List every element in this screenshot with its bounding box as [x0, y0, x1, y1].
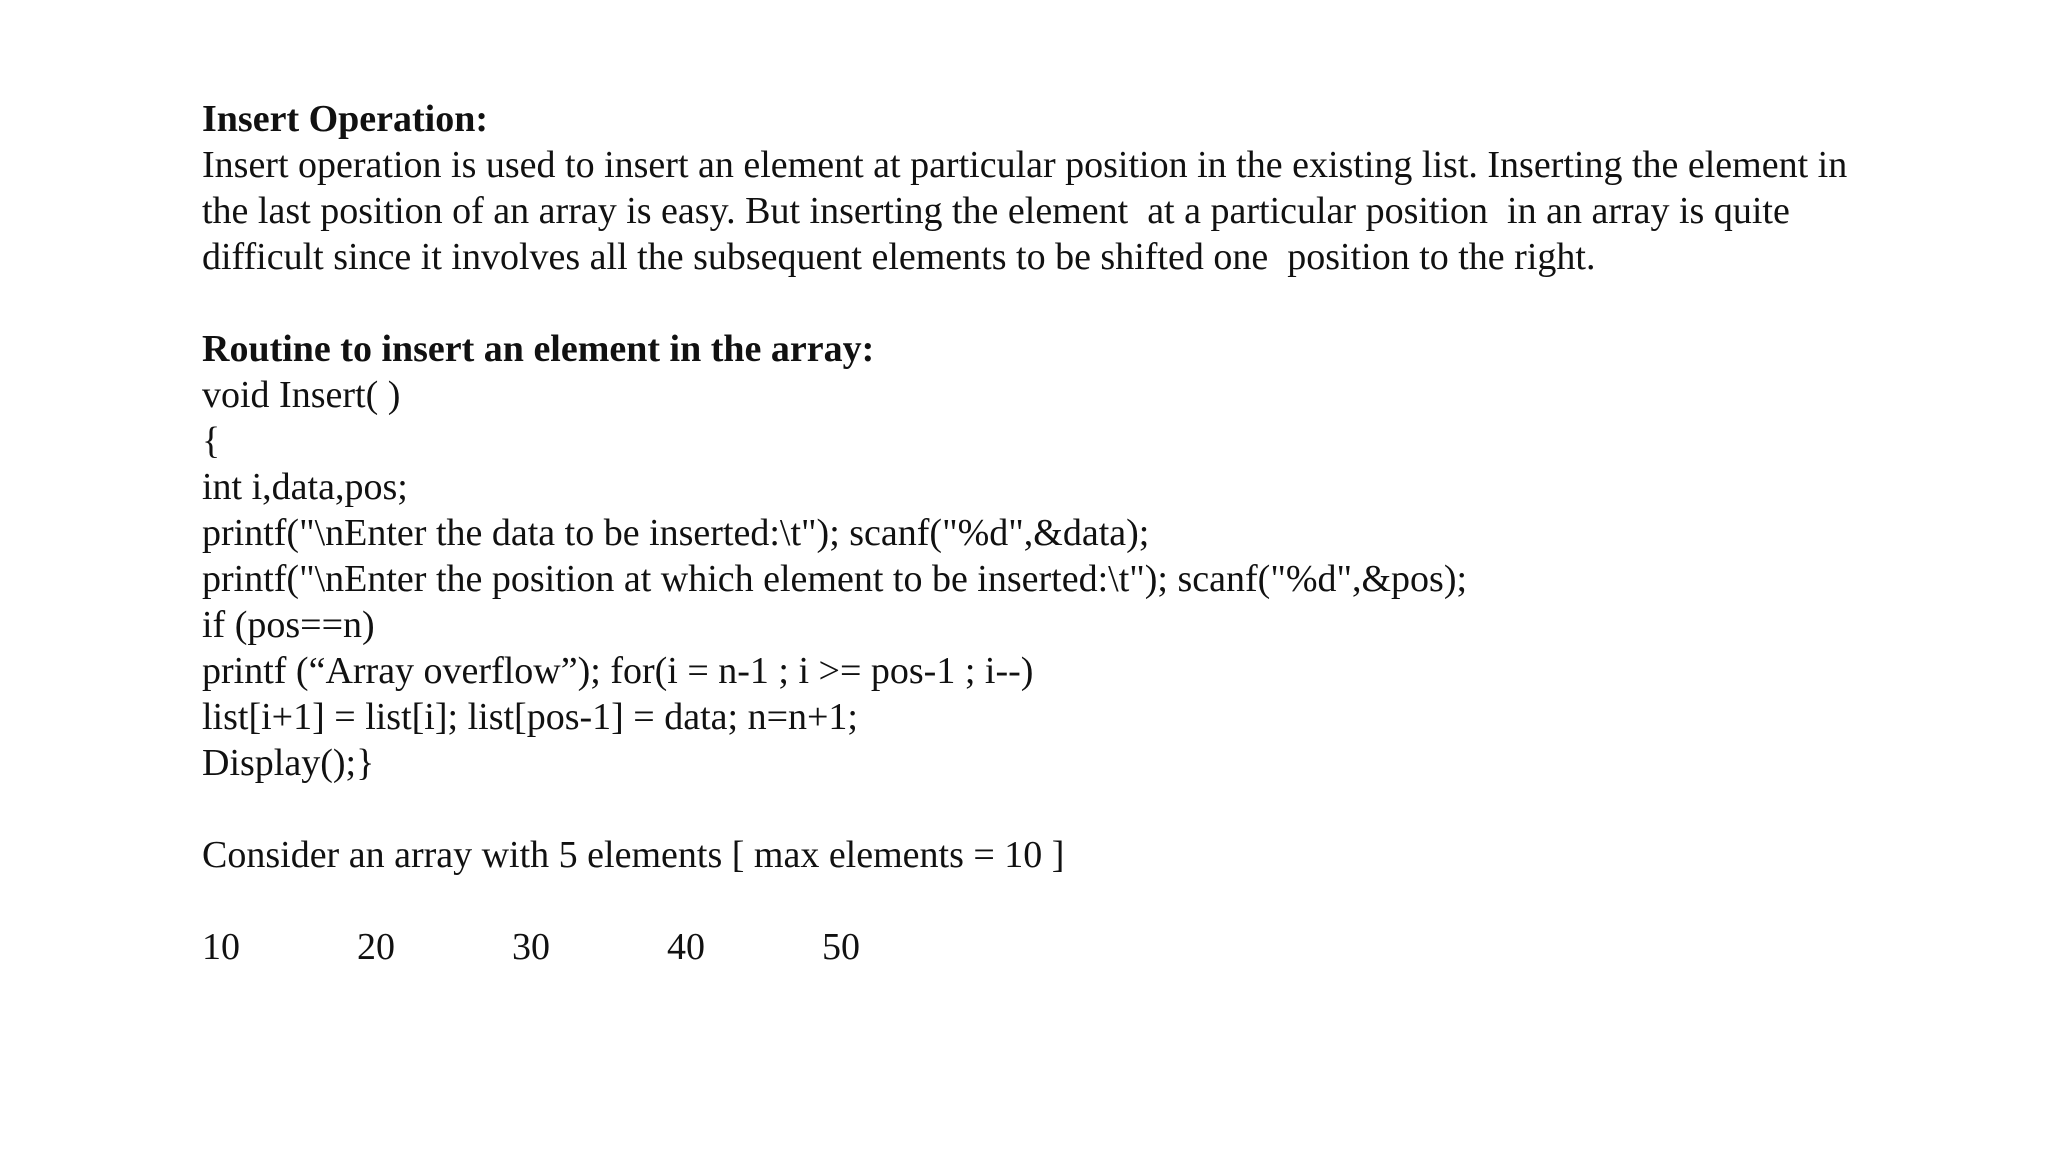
code-line: void Insert( )	[202, 374, 401, 416]
array-value: 40	[667, 926, 705, 968]
spacer	[202, 878, 1982, 924]
code-line: list[i+1] = list[i]; list[pos-1] = data; n=n+1;	[202, 696, 858, 738]
spacer	[202, 280, 1982, 326]
slide-content	[202, 96, 1982, 970]
array-values-row	[202, 924, 1982, 970]
code-line: printf("\nEnter the position at which element to be inserted:\t"); scanf("%d",&pos);	[202, 558, 1468, 600]
array-value: 30	[512, 926, 550, 968]
code-block	[202, 372, 1982, 786]
array-description: Consider an array with 5 elements [ max elements = 10 ]	[202, 834, 1065, 876]
description-line: difficult since it involves all the subsequent elements to be shifted one position to the right.	[202, 236, 1596, 278]
description-line: the last position of an array is easy. But inserting the element at a particular position in an array is quite	[202, 190, 1790, 232]
code-line: Display();}	[202, 742, 375, 784]
array-value: 50	[822, 926, 860, 968]
insert-operation-description	[202, 142, 1982, 280]
array-value: 10	[202, 926, 240, 968]
insert-operation-heading: Insert Operation:	[202, 98, 489, 140]
spacer	[202, 786, 1982, 832]
routine-heading: Routine to insert an element in the array:	[202, 328, 875, 370]
code-line: printf("\nEnter the data to be inserted:\t"); scanf("%d",&data);	[202, 512, 1150, 554]
code-line: if (pos==n)	[202, 604, 375, 646]
description-line: Insert operation is used to insert an element at particular position in the existing list. Inserting the element in	[202, 144, 1848, 186]
array-value: 20	[357, 926, 395, 968]
code-line: {	[202, 420, 221, 462]
code-line: printf (“Array overflow”); for(i = n-1 ; i >= pos-1 ; i--)	[202, 650, 1034, 692]
code-line: int i,data,pos;	[202, 466, 408, 508]
